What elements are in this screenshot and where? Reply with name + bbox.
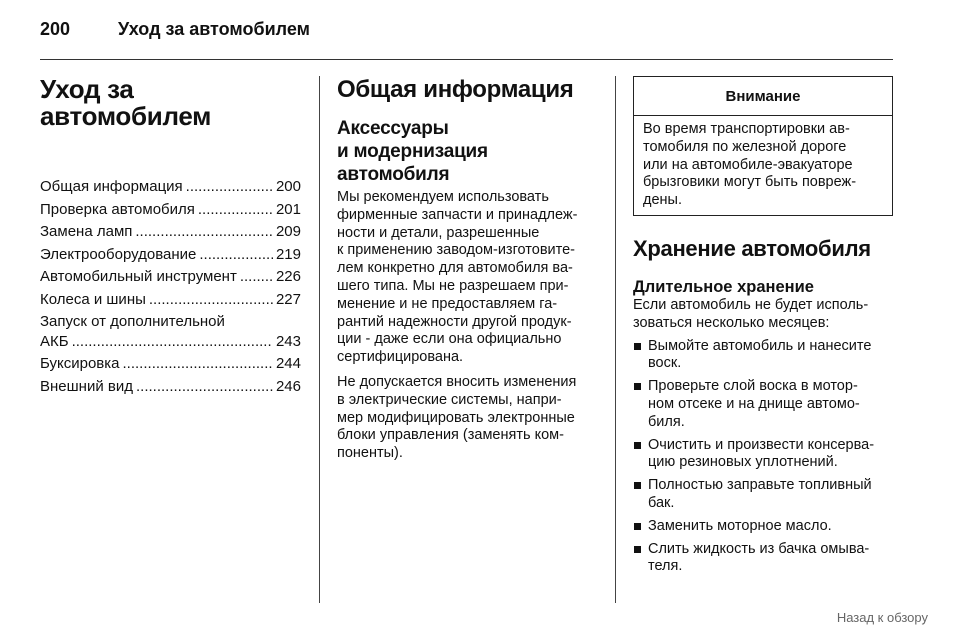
chapter-column xyxy=(40,76,301,398)
list-item: Проверьте слой воска в мотор- ном отсеке и на днище автомо- биля. xyxy=(633,378,893,431)
general-info-column xyxy=(337,76,599,463)
list-item: Вымойте автомобиль и нанесите воск. xyxy=(633,338,893,374)
toc-item[interactable]: Внешний вид ..... 246 xyxy=(40,376,301,399)
toc-item[interactable]: Запуск от дополнительной АКБ ..... 243 xyxy=(40,312,301,354)
list-item: Полностью заправьте топливный бак. xyxy=(633,477,893,513)
paragraph: Если автомобиль не будет исполь- зоваться несколько месяцев: xyxy=(633,296,869,331)
toc-item[interactable]: Буксировка ..... 244 xyxy=(40,353,301,376)
bullet-square-icon xyxy=(634,482,641,489)
column-divider xyxy=(615,76,616,603)
bullet-square-icon xyxy=(634,442,641,449)
bullet-square-icon xyxy=(634,523,641,530)
bullet-square-icon xyxy=(634,546,641,553)
toc-item[interactable]: Колеса и шины ..... 227 xyxy=(40,289,301,312)
section-heading: Общая информация xyxy=(337,76,574,103)
warning-title: Внимание xyxy=(634,77,892,116)
warning-box xyxy=(633,76,893,216)
storage-column xyxy=(633,76,893,581)
page-header xyxy=(40,19,892,47)
toc-item[interactable]: Проверка автомобиля ..... 201 xyxy=(40,199,301,222)
page-number: 200 xyxy=(40,19,71,39)
header-divider xyxy=(40,59,893,60)
column-divider xyxy=(319,76,320,603)
list-item: Заменить моторное масло. xyxy=(633,518,893,536)
toc-item[interactable]: Электрооборудование ..... 219 xyxy=(40,244,301,267)
subsection-heading: Длительное хранение xyxy=(633,277,814,296)
toc-item[interactable]: Замена ламп ..... 209 xyxy=(40,221,301,244)
paragraph: Мы рекомендуем использовать фирменные запчасти и принадлеж- ности и детали, разрешенные к применению заводом-изготовите- лем конкретно для автомобиля ва- шего типа. Мы не разрешаем при- менение и не предоставляем га- рантий надежности другой продук- ции - даже если она официально сертифицирована. xyxy=(337,189,578,366)
chapter-title: Уход за автомобилем xyxy=(40,74,212,131)
list-item: Очистить и произвести консерва- цию резиновых уплотнений. xyxy=(633,437,893,473)
toc-item[interactable]: Общая информация ..... 200 xyxy=(40,176,301,199)
list-item: Слить жидкость из бачка омыва- теля. xyxy=(633,541,893,577)
section-heading: Хранение автомобиля xyxy=(633,235,871,261)
toc-item[interactable]: Автомобильный инструмент ..... 226 xyxy=(40,266,301,289)
paragraph: Не допускается вносить изменения в электрические системы, напри- мер модифицировать электронные блоки управления (заменять ком- поненты). xyxy=(337,373,577,462)
bullet-square-icon xyxy=(634,383,641,390)
bullet-square-icon xyxy=(634,343,641,350)
subsection-heading: Аксессуары и модернизация автомобиля xyxy=(337,118,488,185)
header-section-title: Уход за автомобилем xyxy=(118,19,310,39)
table-of-contents xyxy=(40,176,301,398)
back-to-overview-link[interactable]: Назад к обзору xyxy=(836,610,928,625)
bullet-list xyxy=(633,338,893,577)
warning-text: Во время транспортировки ав- томобиля по железной дороге или на автомобиле-эвакуаторе брызговики могут быть повреж- дены. xyxy=(643,121,857,209)
